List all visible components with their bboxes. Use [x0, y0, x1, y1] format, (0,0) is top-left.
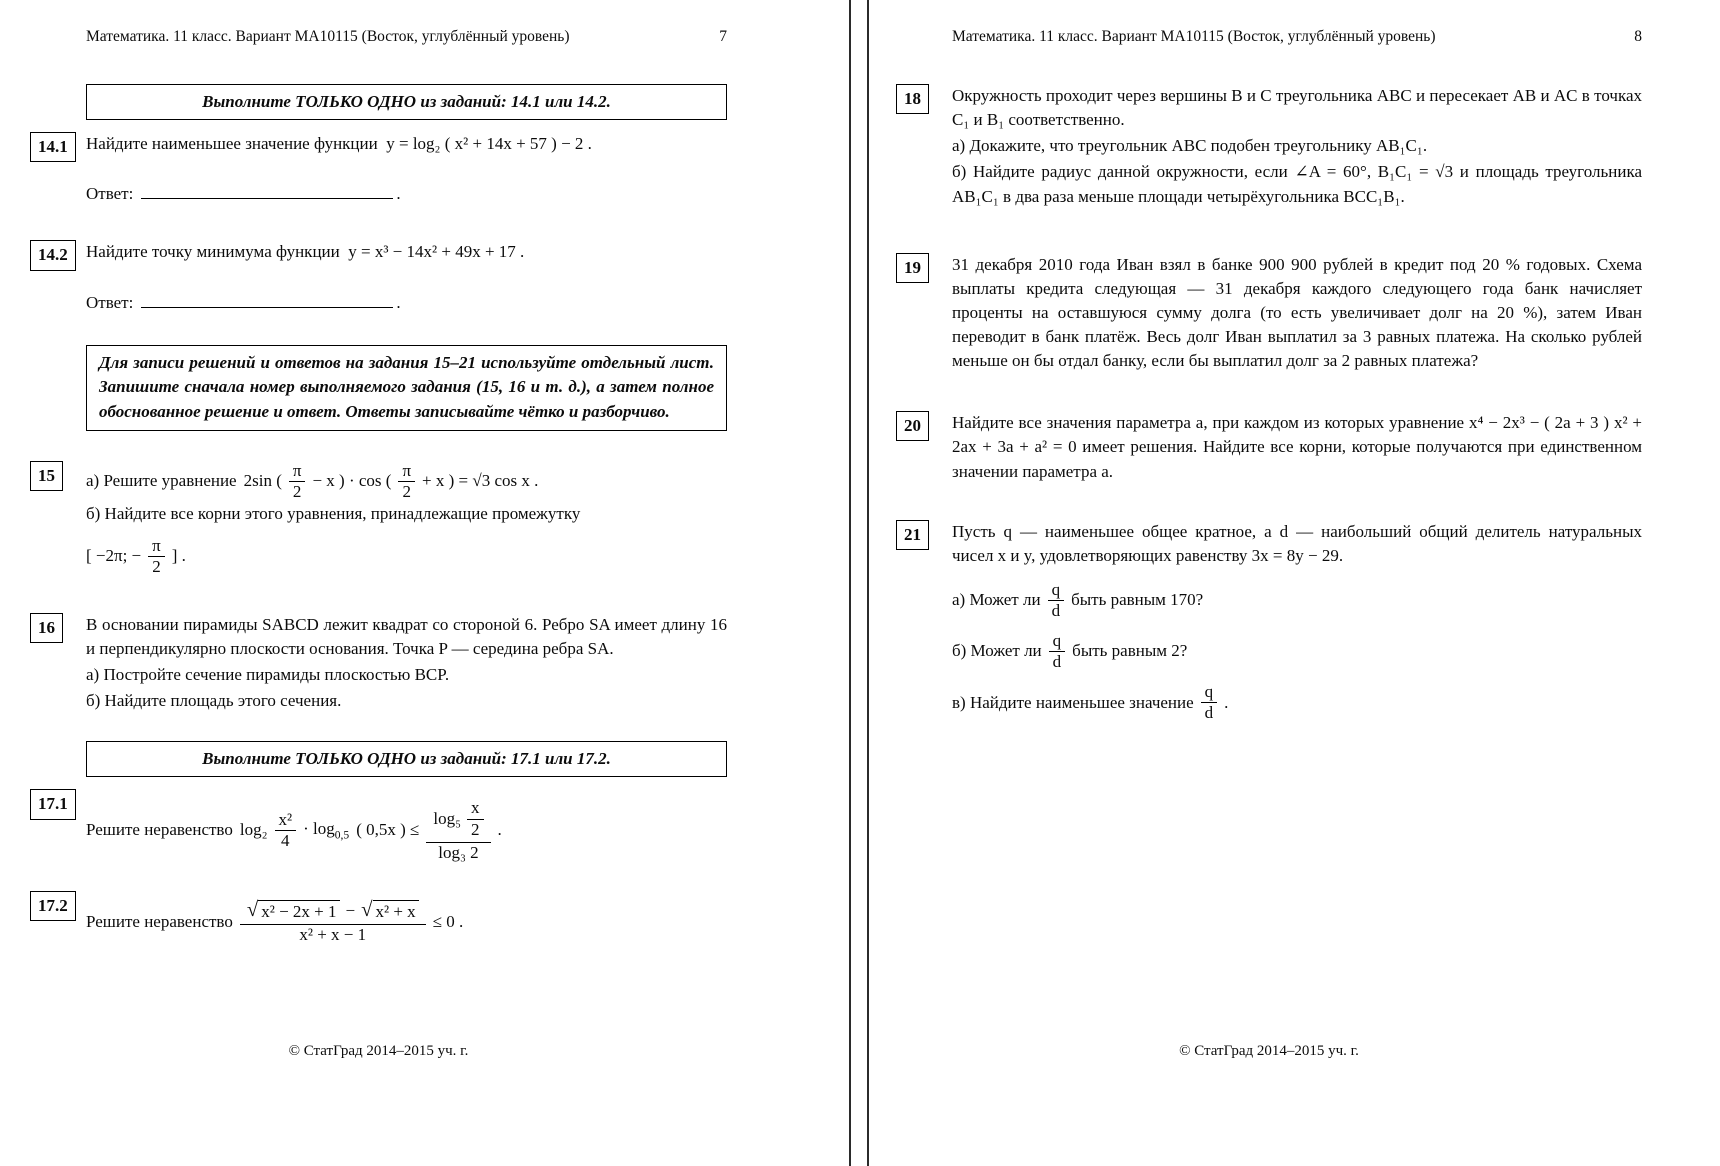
fml-part: Найдите точку минимума функции [86, 242, 340, 262]
task-21-a [952, 580, 1642, 621]
task-14-2-answer [86, 291, 727, 315]
task-17-2 [30, 891, 727, 945]
sqrt [247, 900, 340, 922]
frac-den: d [1051, 600, 1061, 620]
frac-num: x [467, 798, 484, 819]
page-8-header [952, 26, 1642, 48]
task-17-2-body [86, 891, 727, 945]
task-20-text [952, 411, 1642, 483]
task-number-17-1: 17.1 [30, 789, 76, 819]
task-number-20: 20 [896, 411, 929, 441]
fml-part: . [1224, 692, 1229, 712]
page-number: 8 [1634, 28, 1642, 45]
answer-label: Ответ: [86, 292, 134, 312]
fml-part: ≤ 0 . [432, 911, 464, 931]
fraction [289, 461, 306, 502]
task-16-text: В основании пирамиды SABCD лежит квадрат со стороной 6. Ребро SA имеет длину 16 и перпендикулярно плоскости основания. Точка P — середина ребра SA. [86, 614, 727, 658]
frac-num [426, 797, 490, 842]
page-7 [0, 0, 851, 1166]
log-base-sub: 0,5 [334, 828, 350, 842]
page-8 [867, 0, 1720, 1166]
frac-den: 2 [402, 481, 411, 501]
task-number-cell [30, 789, 86, 819]
task-number-14-1: 14.1 [30, 132, 76, 162]
task-number-cell [30, 613, 86, 643]
fml-part: а) Решите уравнение [86, 471, 237, 491]
frac-num: q [1201, 682, 1218, 703]
fml-part: . [396, 292, 401, 312]
task-number-17-2: 17.2 [30, 891, 76, 921]
task-18-a: а) Докажите, что треугольник ABC подобен треугольнику AB₁C₁. [952, 136, 1428, 156]
task-16 [30, 613, 727, 714]
task-18 [896, 84, 1642, 209]
page-7-footer: © СтатГрад 2014–2015 уч. г. [288, 1042, 469, 1059]
task-14-1-answer [86, 182, 727, 206]
task-18-text: Окружность проходит через вершины B и C треугольника ABC и пересекает AB и AC в точках C₁ и B₁ соответственно. [952, 86, 1642, 130]
task-18-body [952, 84, 1642, 209]
fraction [1048, 580, 1065, 621]
page-7-header [86, 26, 727, 48]
frac-num: q [1048, 580, 1065, 601]
page-8-footer: © СтатГрад 2014–2015 уч. г. [1179, 1042, 1359, 1059]
fml-part: x⁴ − 2x³ − ( 2a + 3 ) x² + 2ax + 3a + a² = 0 [952, 413, 1643, 457]
fml-part: в) Найдите наименьшее значение [952, 692, 1194, 712]
radicand: x² + x [373, 900, 419, 922]
instruction-box-14: Выполните ТОЛЬКО ОДНО из заданий: 14.1 или 14.2. [86, 84, 727, 120]
radical-sign: √ [361, 898, 373, 921]
fml-part: + x ) = √3 cos x . [422, 471, 539, 491]
frac-den: 2 [152, 556, 161, 576]
fml-part: ] . [171, 546, 186, 566]
task-number-14-2: 14.2 [30, 240, 76, 270]
task-number-cell [30, 461, 86, 491]
fraction [1049, 631, 1066, 672]
radicand: x² − 2x + 1 [258, 900, 339, 922]
task-number-16: 16 [30, 613, 63, 643]
fml-part: y = log₂ ( x² + 14x + 57 ) − 2 . [386, 134, 592, 154]
frac-den: log₃ 2 [438, 842, 479, 862]
task-number-cell [30, 891, 86, 921]
task-17-1 [30, 789, 727, 862]
task-15 [30, 461, 727, 577]
task-18-b: б) Найдите радиус данной окружности, если ∠A = 60°, B₁C₁ = √3 и площадь треугольника AB₁C₁ в два раза меньше площади четырёхугольника BCC₁B₁. [952, 162, 1642, 206]
fml-part: y = x³ − 14x² + 49x + 17 . [348, 242, 525, 262]
fml-part: − x ) · cos ( [312, 471, 392, 491]
radical-sign: √ [246, 898, 259, 921]
fml-part: − [345, 900, 356, 920]
page-number: 7 [719, 28, 727, 45]
task-19-body [952, 253, 1642, 374]
frac-den: d [1052, 652, 1062, 672]
task-number-21: 21 [896, 520, 929, 550]
task-number-19: 19 [896, 253, 929, 283]
task-19-text: 31 декабря 2010 года Иван взял в банке 900 900 рублей в кредит под 20 % годовых. Схема выплаты кредита следующая — 31 декабря каждого следующего года банк начисляет проценты на оставшуюся сумму долга (то есть увеличивает долг на 20 %), затем Иван переводит в банк платёж. Весь долг Иван выплатил за 3 равных платежа. На сколько рублей меньше он бы отдал банку, если бы выплатил долг за 2 равных платежа? [952, 254, 1642, 371]
fraction [148, 536, 165, 577]
fml-part: б) Может ли [952, 641, 1042, 661]
frac-num: π [398, 461, 415, 482]
task-19 [896, 253, 1642, 374]
task-15-b-interval [86, 536, 727, 577]
task-14-1-text [86, 132, 727, 156]
task-number-cell [30, 132, 86, 162]
fml-part: . [497, 819, 502, 839]
fml-part: [ −2π; − [86, 546, 142, 566]
header-title: Математика. 11 класс. Вариант МА10115 (Восток, углублённый уровень) [952, 28, 1436, 45]
fml-part: ( 0,5x ) ≤ [356, 819, 420, 839]
fml-part: log₅ [433, 809, 461, 828]
task-21 [896, 520, 1642, 724]
task-number-cell [896, 520, 952, 550]
fml-part [303, 817, 349, 844]
sqrt [361, 900, 419, 922]
frac-den: x² + x − 1 [299, 924, 367, 944]
task-number-18: 18 [896, 84, 929, 114]
task-14-1-body [86, 132, 727, 206]
frac-num: π [148, 536, 165, 557]
header-title: Математика. 11 класс. Вариант МА10115 (Восток, углублённый уровень) [86, 28, 570, 45]
fraction [240, 899, 426, 945]
task-16-b: б) Найдите площадь этого сечения. [86, 691, 342, 711]
answer-line [141, 293, 393, 307]
task-17-1-body [86, 789, 727, 862]
frac-den: d [1204, 703, 1214, 723]
frac-den: 2 [471, 819, 480, 839]
frac-num: q [1049, 631, 1066, 652]
fraction [398, 461, 415, 502]
task-number-cell [896, 253, 952, 283]
answer-label: Ответ: [86, 184, 134, 204]
task-number-cell [30, 240, 86, 270]
page-divider [851, 0, 867, 1166]
task-number-cell [896, 411, 952, 441]
task-number-cell [896, 84, 952, 114]
fraction [275, 810, 297, 851]
fml-part: 2sin ( [243, 471, 282, 491]
task-21-body [952, 520, 1642, 724]
task-14-1 [30, 132, 727, 206]
task-20 [896, 411, 1642, 483]
frac-num [240, 899, 426, 925]
fml-part: Найдите все значения параметра a, при каждом из которых уравнение [952, 413, 1465, 433]
fml-part: . [396, 184, 401, 204]
task-21-b [952, 631, 1642, 672]
fml-part: Решите неравенство [86, 819, 233, 839]
fml-part: Решите неравенство [86, 911, 233, 931]
frac-num: x² [275, 810, 297, 831]
fml-part: имеет решения. Найдите все корни, которые получаются при единственном значении параметра a. [952, 437, 1643, 481]
frac-den: 4 [281, 830, 290, 850]
task-21-text: Пусть q — наименьшее общее кратное, а d — наибольший общий делитель натуральных чисел x и y, удовлетворяющих равенству 3x = 8y − 29. [952, 521, 1642, 565]
task-17-1-formula [86, 797, 727, 862]
fml-part: Найдите наименьшее значение функции [86, 134, 378, 154]
task-14-2-text [86, 240, 727, 264]
fraction [426, 797, 490, 862]
task-20-body [952, 411, 1642, 483]
fraction [1201, 682, 1218, 723]
task-14-2-body [86, 240, 727, 314]
task-number-15: 15 [30, 461, 63, 491]
fraction [467, 798, 484, 839]
task-14-2 [30, 240, 727, 314]
task-21-c [952, 682, 1642, 723]
fml-part: · log [303, 818, 335, 838]
task-15-a [86, 461, 727, 502]
frac-den: 2 [292, 481, 302, 501]
fml-part: а) Может ли [952, 590, 1041, 610]
task-16-body [86, 613, 727, 714]
instruction-box-15-21: Для записи решений и ответов на задания 15–21 используйте отдельный лист. Запишите сначала номер выполняемого задания (15, 16 и т. д.), а затем полное обоснованное решение и ответ. Ответы записывайте чётко и разборчиво. [86, 345, 727, 431]
task-15-b-text: б) Найдите все корни этого уравнения, принадлежащие промежутку [86, 503, 581, 523]
fml-part: log₂ [239, 819, 268, 839]
task-15-body [86, 461, 727, 577]
fml-part: быть равным 170? [1071, 590, 1204, 610]
fml-part: быть равным 2? [1072, 641, 1188, 661]
task-16-a: а) Постройте сечение пирамиды плоскостью BCP. [86, 665, 450, 685]
instruction-box-17: Выполните ТОЛЬКО ОДНО из заданий: 17.1 или 17.2. [86, 741, 727, 777]
answer-line [141, 185, 393, 199]
task-17-2-formula [86, 899, 727, 945]
frac-num: π [289, 461, 306, 482]
